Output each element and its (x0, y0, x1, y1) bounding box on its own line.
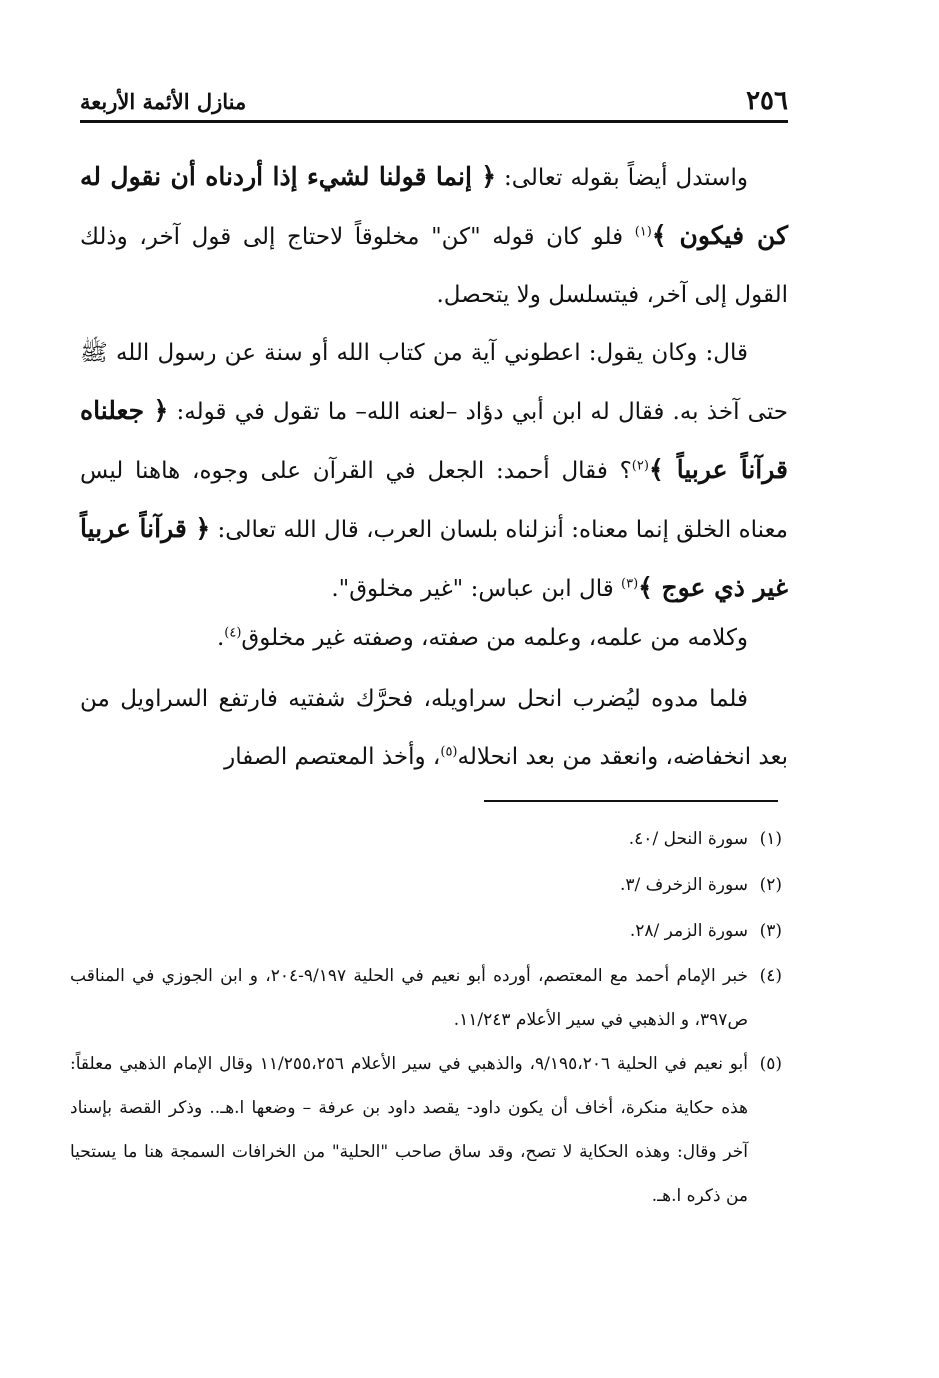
footnote-2 (70, 862, 782, 908)
footnote-ref-3: (٣) (621, 576, 639, 592)
text-run: . (216, 625, 225, 651)
footnote-text: سورة الزمر /٢٨. (629, 921, 748, 941)
text-run: ، وأخذ المعتصم الصفار (224, 744, 441, 770)
footnote-text: خبر الإمام أحمد مع المعتصم، أورده أبو نعيم في الحلية ٩/١٩٧-٢٠٤، و ابن الجوزي في المناقب ص٣٩٧، و الذهبي في سير الأعلام ١١/٢٤٣. (70, 966, 748, 1030)
footnote-text: سورة النحل /٤٠. (628, 829, 748, 849)
text-run: فلما مدوه ليُضرب انحل سراويله، فحرَّك شفتيه فارتفع السراويل من بعد انخفاضه، وانعقد من بعد انحلاله (80, 686, 788, 770)
text-run: قال: وكان يقول: اعطوني آية من كتاب الله أو سنة عن رسول الله ﷺ حتى آخذ به. فقال له ابن أبي دؤاد –لعنه الله– ما تقول في قوله: (80, 340, 788, 425)
footnote-1 (70, 816, 782, 862)
quran-verse: ﴿ جعلناه قرآناً عربياً ﴾ (80, 396, 789, 484)
footnote-number: (٢) (759, 875, 782, 895)
footnote-ref-5: (٥) (440, 744, 458, 760)
footnote-number: (٥) (759, 1054, 782, 1074)
footnote-5 (70, 1042, 782, 1218)
text-run: وكلامه من علمه، وعلمه من صفته، وصفته غير مخلوق (241, 625, 748, 651)
footnotes (70, 816, 782, 1218)
footnote-number: (١) (759, 829, 782, 849)
footnote-4 (70, 954, 782, 1042)
paragraph-4 (80, 670, 788, 786)
text-run: قال ابن عباس: "غير مخلوق". (331, 576, 622, 602)
page-header (80, 84, 788, 122)
paragraph-3 (80, 620, 788, 656)
footnote-ref-2: (٢) (631, 458, 649, 474)
paragraph-2 (80, 324, 788, 618)
main-text (80, 148, 788, 786)
quran-verse: ﴿ إنما قولنا لشيء إذا أردناه أن نقول له كن فيكون ﴾ (80, 162, 788, 250)
quran-verse: ﴿ قرآناً عربياً غير ذي عوج ﴾ (80, 514, 788, 602)
text-run: ؟ فقال أحمد: الجعل في القرآن على وجوه، هاهنا ليس معناه الخلق إنما معناه: أنزلناه بلسان العرب، قال الله تعالى: (80, 458, 788, 543)
running-title: منازل الأئمة الأربعة (80, 89, 247, 114)
footnote-number: (٤) (759, 966, 782, 986)
page-number: ٢٥٦ (746, 86, 788, 116)
footnote-number: (٣) (759, 921, 782, 941)
header-rule (80, 120, 788, 123)
text-run: واستدل أيضاً بقوله تعالى: (495, 165, 748, 191)
footnote-separator (484, 800, 778, 802)
footnote-text: أبو نعيم في الحلية ٩/١٩٥،٢٠٦، والذهبي في سير الأعلام ١١/٢٥٥،٢٥٦ وقال الإمام الذهبي معلقاً: هذه حكاية منكرة، أخاف أن يكون داود- يقصد داود بن عرفة – وضعها ا.هـ.. وذكر القصة بإسناد آخر وقال: وهذه الحكاية لا تصح، وقد ساق صاحب "الحلية" من الخرافات السمجة هنا ما يستحيا من ذكره ا.هـ. (70, 1054, 748, 1206)
footnote-text: سورة الزخرف /٣. (619, 875, 748, 895)
footnote-3 (70, 908, 782, 954)
paragraph-1 (80, 148, 788, 324)
footnote-ref-4: (٤) (224, 625, 242, 641)
footnote-ref-1: (١) (634, 224, 652, 240)
text-run: فلو كان قوله "كن" مخلوقاً لاحتاج إلى قول آخر، وذلك القول إلى آخر، فيتسلسل ولا يتحصل. (80, 224, 788, 308)
